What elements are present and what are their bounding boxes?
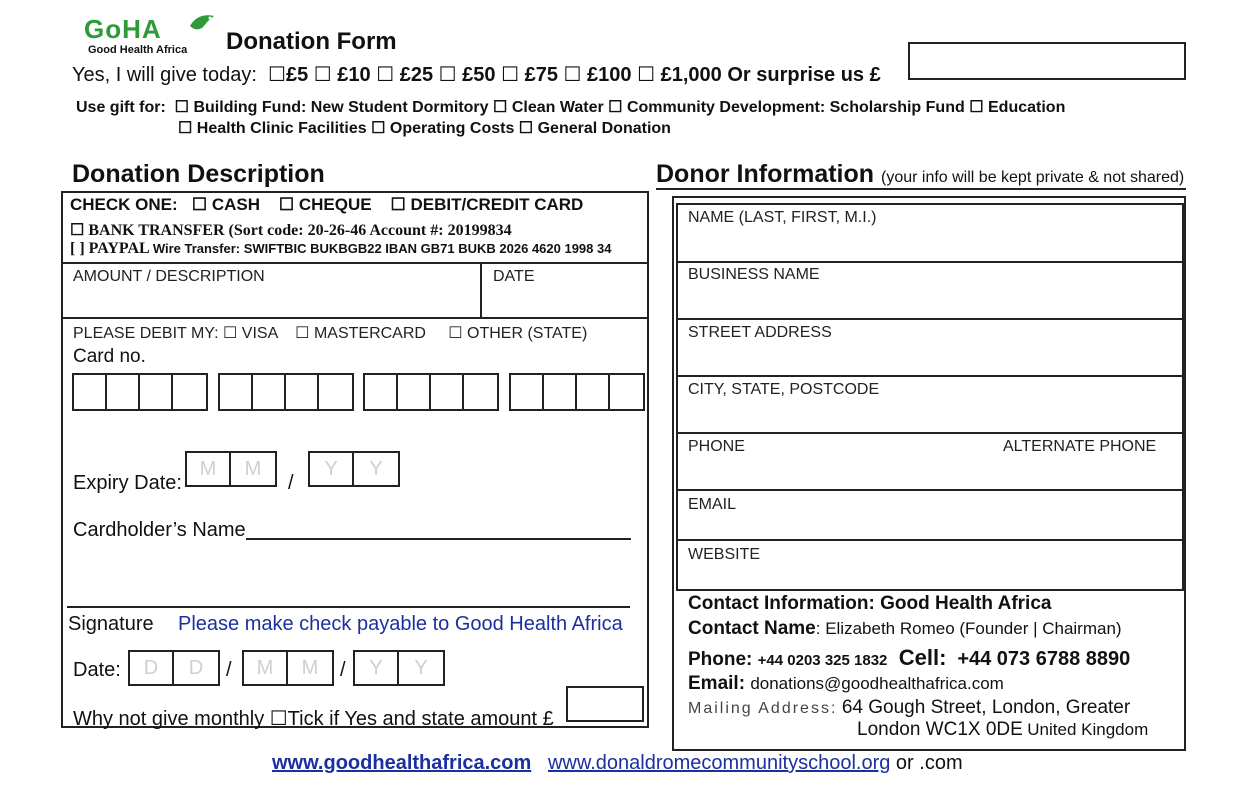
website-input[interactable] bbox=[678, 566, 1182, 590]
amount-10-checkbox[interactable]: ☐ bbox=[313, 64, 338, 86]
date-month-input[interactable] bbox=[242, 650, 334, 686]
street-address-input[interactable] bbox=[678, 345, 1182, 374]
debit-label: PLEASE DEBIT MY: bbox=[73, 325, 219, 342]
gift-checkbox-community[interactable]: ☐ bbox=[608, 99, 627, 116]
cardholder-label: Cardholder’s Name bbox=[73, 519, 246, 541]
divider bbox=[676, 432, 1184, 434]
alternate-phone-label: ALTERNATE PHONE bbox=[1003, 438, 1157, 455]
gift-option-dormitory: Building Fund: New Student Dormitory bbox=[193, 99, 489, 116]
amount-10-label: £10 bbox=[337, 64, 371, 86]
placeholder: M bbox=[187, 453, 231, 485]
mailing-line2-row bbox=[857, 719, 1148, 741]
date-year-input[interactable] bbox=[353, 650, 445, 686]
goodhealthafrica-link[interactable]: www.goodhealthafrica.com bbox=[272, 752, 532, 774]
card-label: DEBIT/CREDIT CARD bbox=[410, 195, 584, 214]
email-label-text: Email: bbox=[688, 673, 746, 694]
monthly-amount-input[interactable] bbox=[566, 686, 644, 722]
mastercard-checkbox[interactable]: ☐ bbox=[281, 325, 314, 342]
gift-for-line2 bbox=[178, 118, 671, 138]
amount-1000-label: £1,000 Or surprise us £ bbox=[660, 64, 881, 86]
cell-label: Cell: bbox=[898, 645, 947, 670]
gift-checkbox-operating[interactable]: ☐ bbox=[371, 120, 390, 137]
gift-option-community: Community Development: Scholarship Fund bbox=[626, 99, 965, 116]
city-state-label: CITY, STATE, POSTCODE bbox=[688, 381, 880, 398]
logo-subtitle: Good Health Africa bbox=[88, 44, 188, 56]
cheque-checkbox[interactable]: ☐ bbox=[264, 195, 299, 214]
divider bbox=[480, 262, 482, 318]
email-value[interactable]: donations@goodhealthafrica.com bbox=[750, 674, 1004, 693]
street-address-label: STREET ADDRESS bbox=[688, 324, 832, 341]
divider bbox=[676, 539, 1184, 541]
give-line bbox=[72, 62, 881, 87]
amount-50-label: £50 bbox=[462, 64, 496, 86]
gift-option-operating: Operating Costs bbox=[389, 120, 515, 137]
business-name-input[interactable] bbox=[678, 287, 1182, 317]
placeholder: Y bbox=[355, 652, 399, 684]
business-name-label: BUSINESS NAME bbox=[688, 266, 820, 283]
mailing-address-row bbox=[688, 697, 1130, 719]
cardholder-name-line[interactable] bbox=[246, 538, 631, 540]
placeholder: Y bbox=[310, 453, 354, 485]
phone-label: PHONE bbox=[688, 438, 745, 455]
donor-heading-underline bbox=[656, 188, 1186, 190]
gift-option-water: Clean Water bbox=[511, 99, 604, 116]
amount-75-checkbox[interactable]: ☐ bbox=[501, 64, 525, 86]
cell-value: +44 073 6788 8890 bbox=[957, 648, 1131, 670]
other-card-checkbox[interactable]: ☐ bbox=[430, 325, 467, 342]
amount-75-label: £75 bbox=[524, 64, 558, 86]
signature-label: Signature bbox=[68, 613, 154, 635]
placeholder: Y bbox=[369, 458, 383, 480]
date-slash: / bbox=[340, 659, 346, 681]
contact-email-row bbox=[688, 673, 1004, 695]
visa-checkbox[interactable]: ☐ bbox=[223, 325, 242, 342]
footer-tail: or .com bbox=[895, 752, 963, 774]
paypal-option[interactable] bbox=[70, 240, 611, 258]
mastercard-label: MASTERCARD bbox=[313, 325, 426, 342]
contact-name-row bbox=[688, 618, 1122, 640]
city-state-input[interactable] bbox=[678, 402, 1182, 431]
card-number-group-2[interactable] bbox=[218, 373, 354, 411]
phone-input[interactable] bbox=[678, 459, 998, 488]
date-slash: / bbox=[226, 659, 232, 681]
gift-checkbox-water[interactable]: ☐ bbox=[493, 99, 512, 116]
wire-transfer-details: Wire Transfer: SWIFTBIC BUKBGB22 IBAN GB71 BUKB 2026 4620 1998 34 bbox=[152, 241, 612, 256]
cash-label: CASH bbox=[211, 195, 260, 214]
donation-description-heading: Donation Description bbox=[72, 160, 325, 188]
divider bbox=[676, 375, 1184, 377]
dove-icon bbox=[188, 12, 216, 34]
email-label: EMAIL bbox=[688, 496, 737, 513]
amount-100-checkbox[interactable]: ☐ bbox=[563, 64, 588, 86]
placeholder: M bbox=[244, 652, 288, 684]
amount-5-label: £5 bbox=[285, 64, 309, 86]
bank-transfer-option[interactable]: ☐ BANK TRANSFER (Sort code: 20-26-46 Account #: 20199834 bbox=[70, 222, 512, 239]
donaldrome-school-link[interactable]: www.donaldromecommunityschool.org bbox=[547, 752, 891, 774]
name-field-label: NAME (LAST, FIRST, M.I.) bbox=[688, 209, 877, 226]
check-one-row bbox=[70, 195, 583, 215]
expiry-year-input[interactable] bbox=[308, 451, 400, 487]
expiry-slash: / bbox=[288, 472, 294, 494]
amount-5-checkbox[interactable]: ☐ bbox=[262, 64, 286, 86]
expiry-month-input[interactable] bbox=[185, 451, 277, 487]
email-input[interactable] bbox=[678, 516, 1182, 538]
placeholder: M bbox=[244, 458, 262, 480]
mailing-label: Mailing Address: bbox=[688, 700, 838, 717]
contact-name-label: Contact Name bbox=[688, 618, 816, 639]
gift-for-line1 bbox=[76, 98, 1065, 118]
placeholder: M bbox=[301, 657, 319, 679]
placeholder: D bbox=[130, 652, 174, 684]
divider bbox=[676, 489, 1184, 491]
date-field-label: Date: bbox=[73, 659, 121, 681]
donor-heading-text: Donor Information bbox=[656, 160, 875, 188]
other-card-label: OTHER (STATE) bbox=[467, 325, 588, 342]
mailing-line2-postcode: London WC1X 0DE bbox=[857, 719, 1023, 740]
phone-label-text: Phone: bbox=[688, 649, 753, 670]
amount-50-checkbox[interactable]: ☐ bbox=[438, 64, 463, 86]
surprise-amount-input[interactable] bbox=[908, 42, 1186, 80]
gift-checkbox-dormitory[interactable]: ☐ bbox=[170, 99, 194, 116]
donor-information-heading bbox=[656, 160, 1184, 189]
amount-1000-checkbox[interactable]: ☐ bbox=[637, 64, 661, 86]
signature-line[interactable] bbox=[67, 606, 630, 608]
amount-description-label: AMOUNT / DESCRIPTION bbox=[73, 268, 265, 285]
card-number-label: Card no. bbox=[73, 346, 146, 367]
name-input[interactable] bbox=[678, 230, 1182, 260]
divider bbox=[676, 318, 1184, 320]
gift-option-education: Education bbox=[988, 99, 1066, 116]
contact-title: Contact Information: Good Health Africa bbox=[688, 593, 1052, 614]
card-number-group-1[interactable] bbox=[72, 373, 208, 411]
date-label: DATE bbox=[493, 268, 535, 285]
placeholder: D bbox=[188, 657, 204, 679]
visa-label: VISA bbox=[241, 325, 278, 342]
website-label: WEBSITE bbox=[688, 546, 761, 563]
phone-value: +44 0203 325 1832 bbox=[757, 652, 888, 669]
divider bbox=[61, 317, 649, 319]
cheque-label: CHEQUE bbox=[298, 195, 372, 214]
logo-wordmark: GoHA bbox=[84, 14, 162, 44]
check-one-label: CHECK ONE: bbox=[70, 195, 178, 214]
monthly-giving-text: Why not give monthly ☐Tick if Yes and state amount £ bbox=[73, 708, 554, 730]
amount-100-label: £100 bbox=[587, 64, 632, 86]
gift-option-general: General Donation bbox=[537, 120, 671, 137]
divider bbox=[676, 261, 1184, 263]
placeholder: Y bbox=[414, 657, 428, 679]
card-number-group-3[interactable] bbox=[363, 373, 499, 411]
expiry-label: Expiry Date: bbox=[73, 472, 182, 494]
amount-25-checkbox[interactable]: ☐ bbox=[376, 64, 400, 86]
gift-checkbox-clinic[interactable]: ☐ bbox=[178, 120, 197, 137]
gift-checkbox-education[interactable]: ☐ bbox=[969, 99, 988, 116]
contact-name-value: : Elizabeth Romeo (Founder | Chairman) bbox=[815, 619, 1122, 638]
debit-row bbox=[73, 323, 587, 343]
privacy-note: (your info will be kept private & not shared) bbox=[880, 169, 1185, 186]
divider bbox=[61, 262, 649, 264]
cash-checkbox[interactable]: ☐ bbox=[182, 195, 212, 214]
card-number-group-4[interactable] bbox=[509, 373, 645, 411]
amount-25-label: £25 bbox=[399, 64, 434, 86]
mailing-line2-country: United Kingdom bbox=[1027, 720, 1149, 739]
footer-links bbox=[272, 752, 963, 775]
paypal-label: [ ] PAYPAL bbox=[70, 240, 149, 257]
payable-note: Please make check payable to Good Health Africa bbox=[178, 613, 623, 635]
date-day-input[interactable] bbox=[128, 650, 220, 686]
card-checkbox[interactable]: ☐ bbox=[376, 195, 411, 214]
give-prefix: Yes, I will give today: bbox=[72, 64, 257, 86]
form-title: Donation Form bbox=[226, 28, 397, 55]
gift-for-label: Use gift for: bbox=[76, 99, 166, 116]
gift-checkbox-general[interactable]: ☐ bbox=[518, 120, 538, 137]
contact-phone-row bbox=[688, 645, 1130, 671]
alternate-phone-input[interactable] bbox=[1000, 459, 1182, 488]
mailing-line1: 64 Gough Street, London, Greater bbox=[841, 697, 1131, 718]
gift-option-clinic: Health Clinic Facilities bbox=[196, 120, 367, 137]
